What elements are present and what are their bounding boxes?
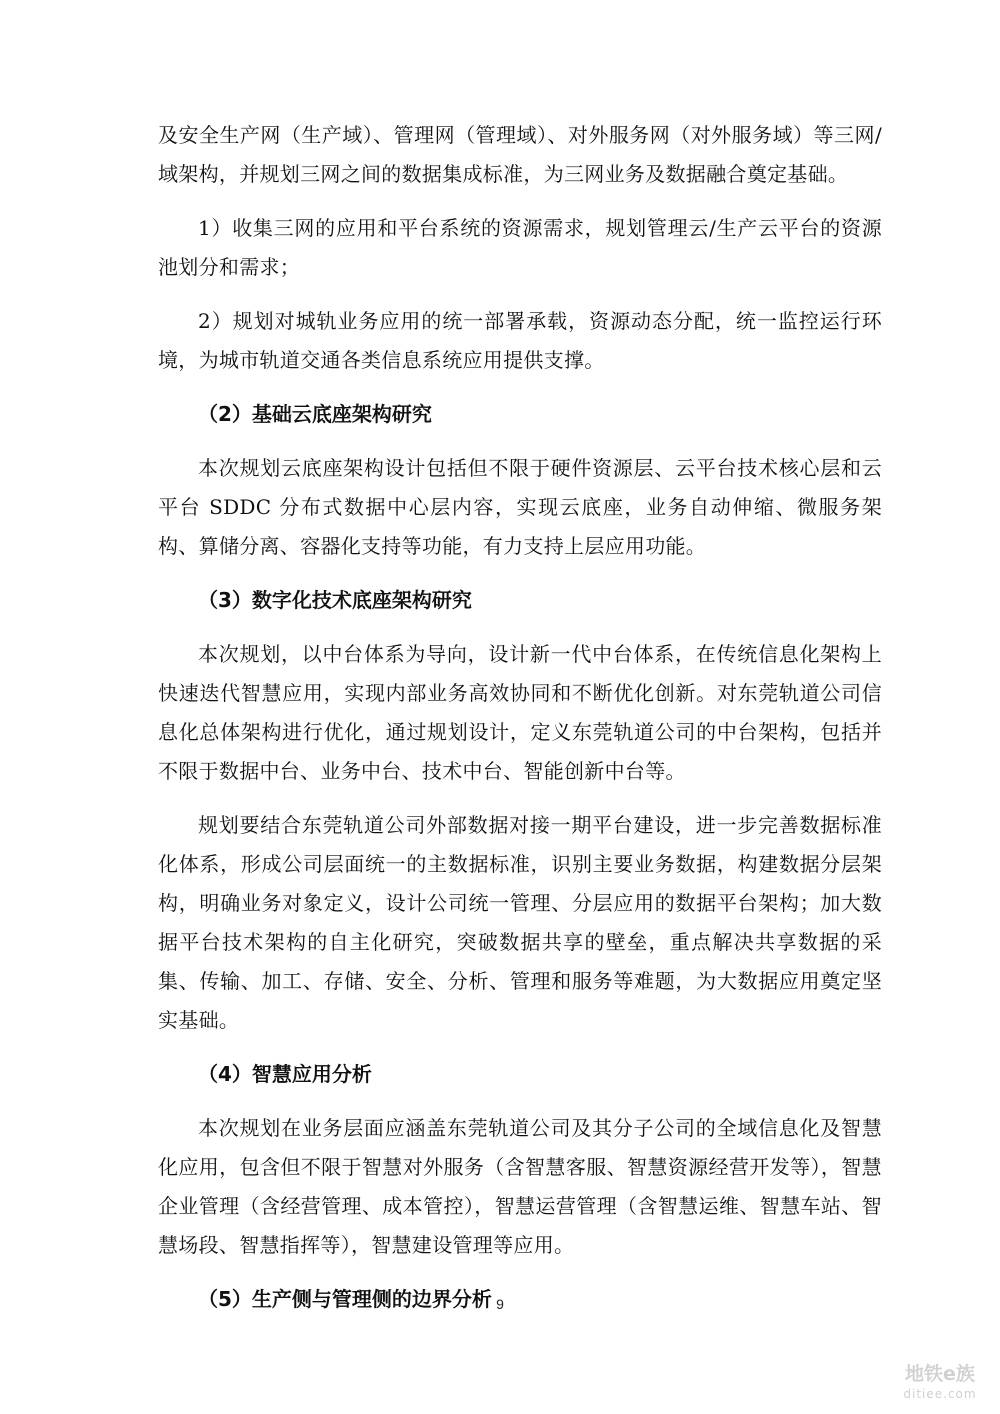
section-heading-4: （4）智慧应用分析 — [198, 1062, 372, 1086]
paragraph-network-architecture: 及安全生产网（生产域）、管理网（管理域）、对外服务网（对外服务域）等三网/域架构，并规划三网之间的数据集成标准，为三网业务及数据融合奠定基础。 — [158, 123, 882, 186]
section-3-body-1: 本次规划，以中台体系为导向，设计新一代中台体系，在传统信息化架构上快速迭代智慧应用，实现内部业务高效协同和不断优化创新。对东莞轨道公司信息化总体架构进行优化，通过规划设计，定义东莞轨道公司的中台架构，包括并不限于数据中台、业务中台、技术中台、智能创新中台等。 — [158, 642, 882, 783]
paragraph-item-2: 2）规划对城轨业务应用的统一部署承载，资源动态分配，统一监控运行环境，为城市轨道交通各类信息系统应用提供支撑。 — [158, 309, 882, 372]
document-body — [158, 116, 882, 1334]
section-2-body: 本次规划云底座架构设计包括但不限于硬件资源层、云平台技术核心层和云平台 SDDC 分布式数据中心层内容，实现云底座，业务自动伸缩、微服务架构、算储分离、容器化支持等功能，有力支持上层应用功能。 — [158, 456, 882, 558]
page-number: 9 — [496, 1296, 504, 1312]
paragraph-item-1: 1）收集三网的应用和平台系统的资源需求，规划管理云/生产云平台的资源池划分和需求； — [158, 216, 882, 279]
watermark-main-text: 地铁e族 — [905, 1363, 975, 1385]
section-heading-3: （3）数字化技术底座架构研究 — [198, 588, 472, 612]
watermark-logo — [894, 1362, 986, 1408]
section-3-body-2: 规划要结合东莞轨道公司外部数据对接一期平台建设，进一步完善数据标准化体系，形成公司层面统一的主数据标准，识别主要业务数据，构建数据分层架构，明确业务对象定义，设计公司统一管理、分层应用的数据平台架构；加大数据平台技术架构的自主化研究，突破数据共享的壁垒，重点解决共享数据的采集、传输、加工、存储、安全、分析、管理和服务等难题，为大数据应用奠定坚实基础。 — [158, 813, 882, 1032]
watermark-sub-text: ditiee.com — [903, 1387, 977, 1401]
section-4-body: 本次规划在业务层面应涵盖东莞轨道公司及其分子公司的全域信息化及智慧化应用，包含但不限于智慧对外服务（含智慧客服、智慧资源经营开发等），智慧企业管理（含经营管理、成本管控），智慧运营管理（含智慧运维、智慧车站、智慧场段、智慧指挥等），智慧建设管理等应用。 — [158, 1116, 882, 1257]
section-heading-5: （5）生产侧与管理侧的边界分析 — [198, 1287, 492, 1311]
section-heading-2: （2）基础云底座架构研究 — [198, 402, 432, 426]
